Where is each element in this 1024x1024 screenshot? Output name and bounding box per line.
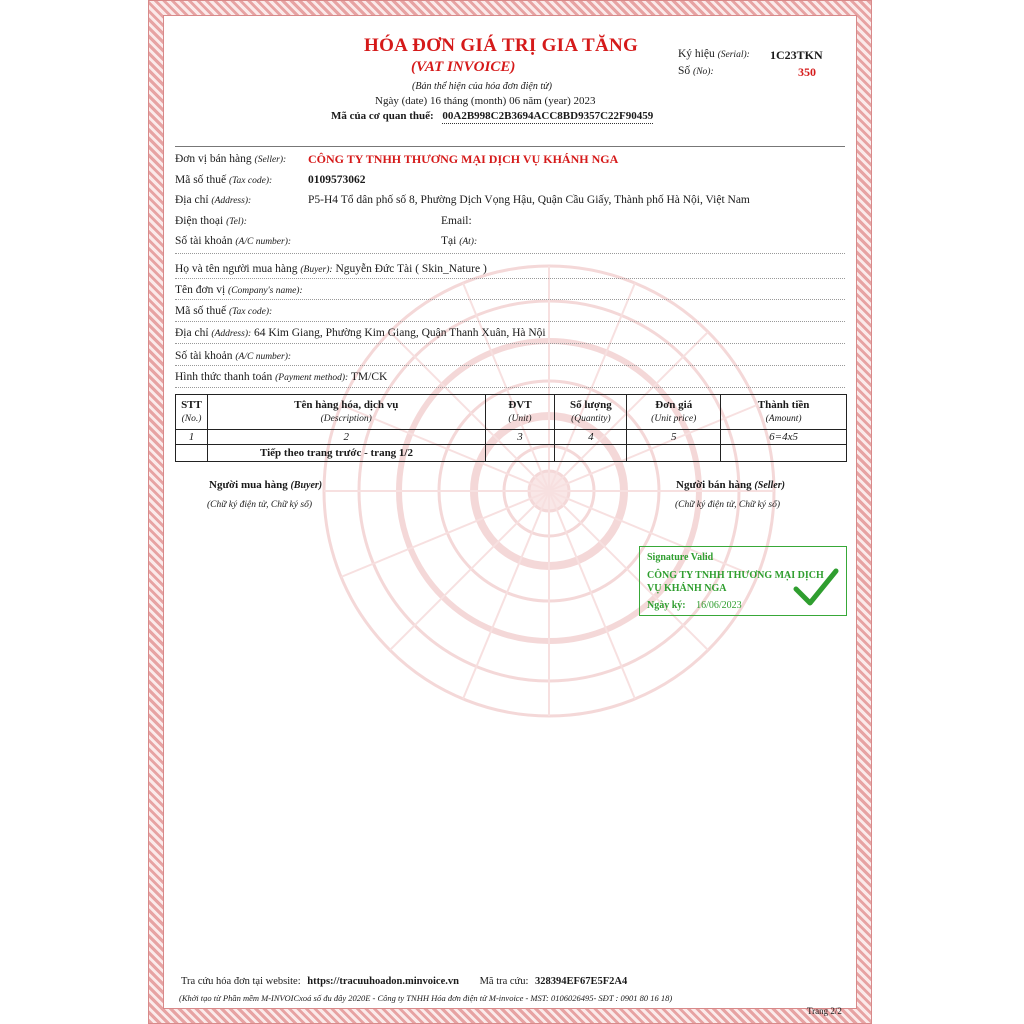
invoice-page	[148, 0, 872, 1024]
invoice-date: Ngày (date) 16 tháng (month) 06 năm (year) 2023	[375, 95, 596, 107]
col-header-quantity: Số lượng	[555, 395, 627, 413]
footer-lookup: Tra cứu hóa đơn tại website: https://tracuuhoadon.minvoice.vn Mã tra cứu: 328394EF67E5F2A4	[181, 976, 628, 987]
invoice-title: HÓA ĐƠN GIÁ TRỊ GIA TĂNG	[364, 35, 639, 56]
buyer-tax-row: Mã số thuế (Tax code):	[175, 305, 273, 317]
buyer-company-row: Tên đơn vị (Company's name):	[175, 284, 303, 296]
number-label: Số (No):	[678, 65, 714, 77]
payment-method: TM/CK	[350, 371, 388, 383]
seller-tax-code: 0109573062	[308, 174, 366, 186]
buyer-name-row: Họ và tên người mua hàng (Buyer): Nguyễn Đức Tài ( Skin_Nature )	[175, 263, 487, 275]
buyer-payment-row: Hình thức thanh toán (Payment method): TM/CK	[175, 371, 388, 383]
lookup-code: 328394EF67E5F2A4	[535, 976, 628, 987]
seller-name: CÔNG TY TNHH THƯƠNG MẠI DỊCH VỤ KHÁNH NGA	[308, 152, 619, 166]
signature-valid-title: Signature Valid	[647, 552, 714, 563]
seller-address-row: Địa chỉ (Address): P5-H4 Tổ dân phố số 8, Phường Dịch Vọng Hậu, Quận Cầu Giấy, Thành phố Hà Nội, Việt Nam	[175, 194, 750, 206]
buyer-name: Nguyễn Đức Tài ( Skin_Nature )	[335, 263, 487, 275]
page-number: Trang 2/2	[807, 1006, 842, 1016]
continuation-text: Tiếp theo trang trước - trang 1/2	[207, 445, 485, 462]
signature-valid-box	[639, 546, 847, 616]
header-divider	[175, 146, 845, 147]
seller-address: P5-H4 Tổ dân phố số 8, Phường Dịch Vọng Hậu, Quận Cầu Giấy, Thành phố Hà Nội, Việt Nam	[308, 194, 750, 206]
buyer-signature-note: (Chữ ký điện tử, Chữ ký số)	[207, 500, 312, 510]
buyer-signature-label: Người mua hàng (Buyer)	[209, 479, 323, 491]
lookup-url[interactable]: https://tracuuhoadon.minvoice.vn	[307, 976, 459, 987]
invoice-note: (Bản thể hiện của hóa đơn điện tử)	[412, 81, 552, 92]
serial-label: Ký hiệu (Serial):	[678, 48, 750, 60]
seller-tel-row: Điện thoại (Tel): Email:	[175, 215, 472, 227]
buyer-account-row: Số tài khoản (A/C number):	[175, 350, 292, 362]
col-header-description: Tên hàng hóa, dịch vụ	[207, 395, 485, 413]
serial-value: 1C23TKN	[770, 48, 823, 62]
seller-account-row: Số tài khoản (A/C number): Tại (At):	[175, 235, 478, 247]
tax-authority-label: Mã của cơ quan thuế:	[331, 110, 434, 122]
table-header-en-row: (No.) (Description) (Unit) (Quantity) (Unit price) (Amount)	[176, 412, 847, 430]
seller-tax-row: Mã số thuế (Tax code): 0109573062	[175, 174, 366, 186]
table-row	[176, 445, 847, 462]
signature-company-line-2: VỤ KHÁNH NGA	[647, 583, 727, 594]
footer-software-note: (Khởi tạo từ Phần mềm M-INVOICxoá số đu đây 2020E - Công ty TNHH Hóa đơn điện tử M-invoice - MST: 0106026495- SĐT : 0901 80 16 18)	[179, 993, 673, 1003]
buyer-address: 64 Kim Giang, Phường Kim Giang, Quận Thanh Xuân, Hà Nội	[254, 327, 546, 339]
seller-signature-note: (Chữ ký điện tử, Chữ ký số)	[675, 500, 780, 510]
checkmark-icon	[792, 567, 840, 609]
invoice-subtitle: (VAT INVOICE)	[411, 59, 516, 75]
signature-date: Ngày ký: 16/06/2023	[647, 600, 742, 611]
mandala-watermark	[309, 251, 789, 731]
tax-authority-value: 00A2B998C2B3694ACC8BD9357C22F90459	[442, 110, 654, 122]
col-header-unit: ĐVT	[485, 395, 555, 413]
seller-name-row: Đơn vị bán hàng (Seller): CÔNG TY TNHH THƯƠNG MẠI DỊCH VỤ KHÁNH NGA	[175, 152, 619, 166]
col-header-amount: Thành tiền	[721, 395, 847, 413]
seller-at-label: Tại (At):	[441, 235, 478, 247]
items-table	[175, 394, 847, 462]
buyer-address-row: Địa chỉ (Address): 64 Kim Giang, Phường Kim Giang, Quận Thanh Xuân, Hà Nội	[175, 327, 546, 339]
number-value: 350	[798, 65, 816, 79]
table-header-row	[176, 395, 847, 413]
col-header-unit-price: Đơn giá	[627, 395, 721, 413]
tax-authority-code	[331, 110, 653, 122]
seller-signature-label: Người bán hàng (Seller)	[676, 479, 785, 491]
signature-company-line-1: CÔNG TY TNHH THƯƠNG MẠI DỊCH	[647, 570, 824, 581]
seller-email-label: Email:	[441, 215, 472, 227]
col-header-stt: STT	[176, 395, 208, 413]
table-index-row: 1 2 3 4 5 6=4x5	[176, 430, 847, 445]
